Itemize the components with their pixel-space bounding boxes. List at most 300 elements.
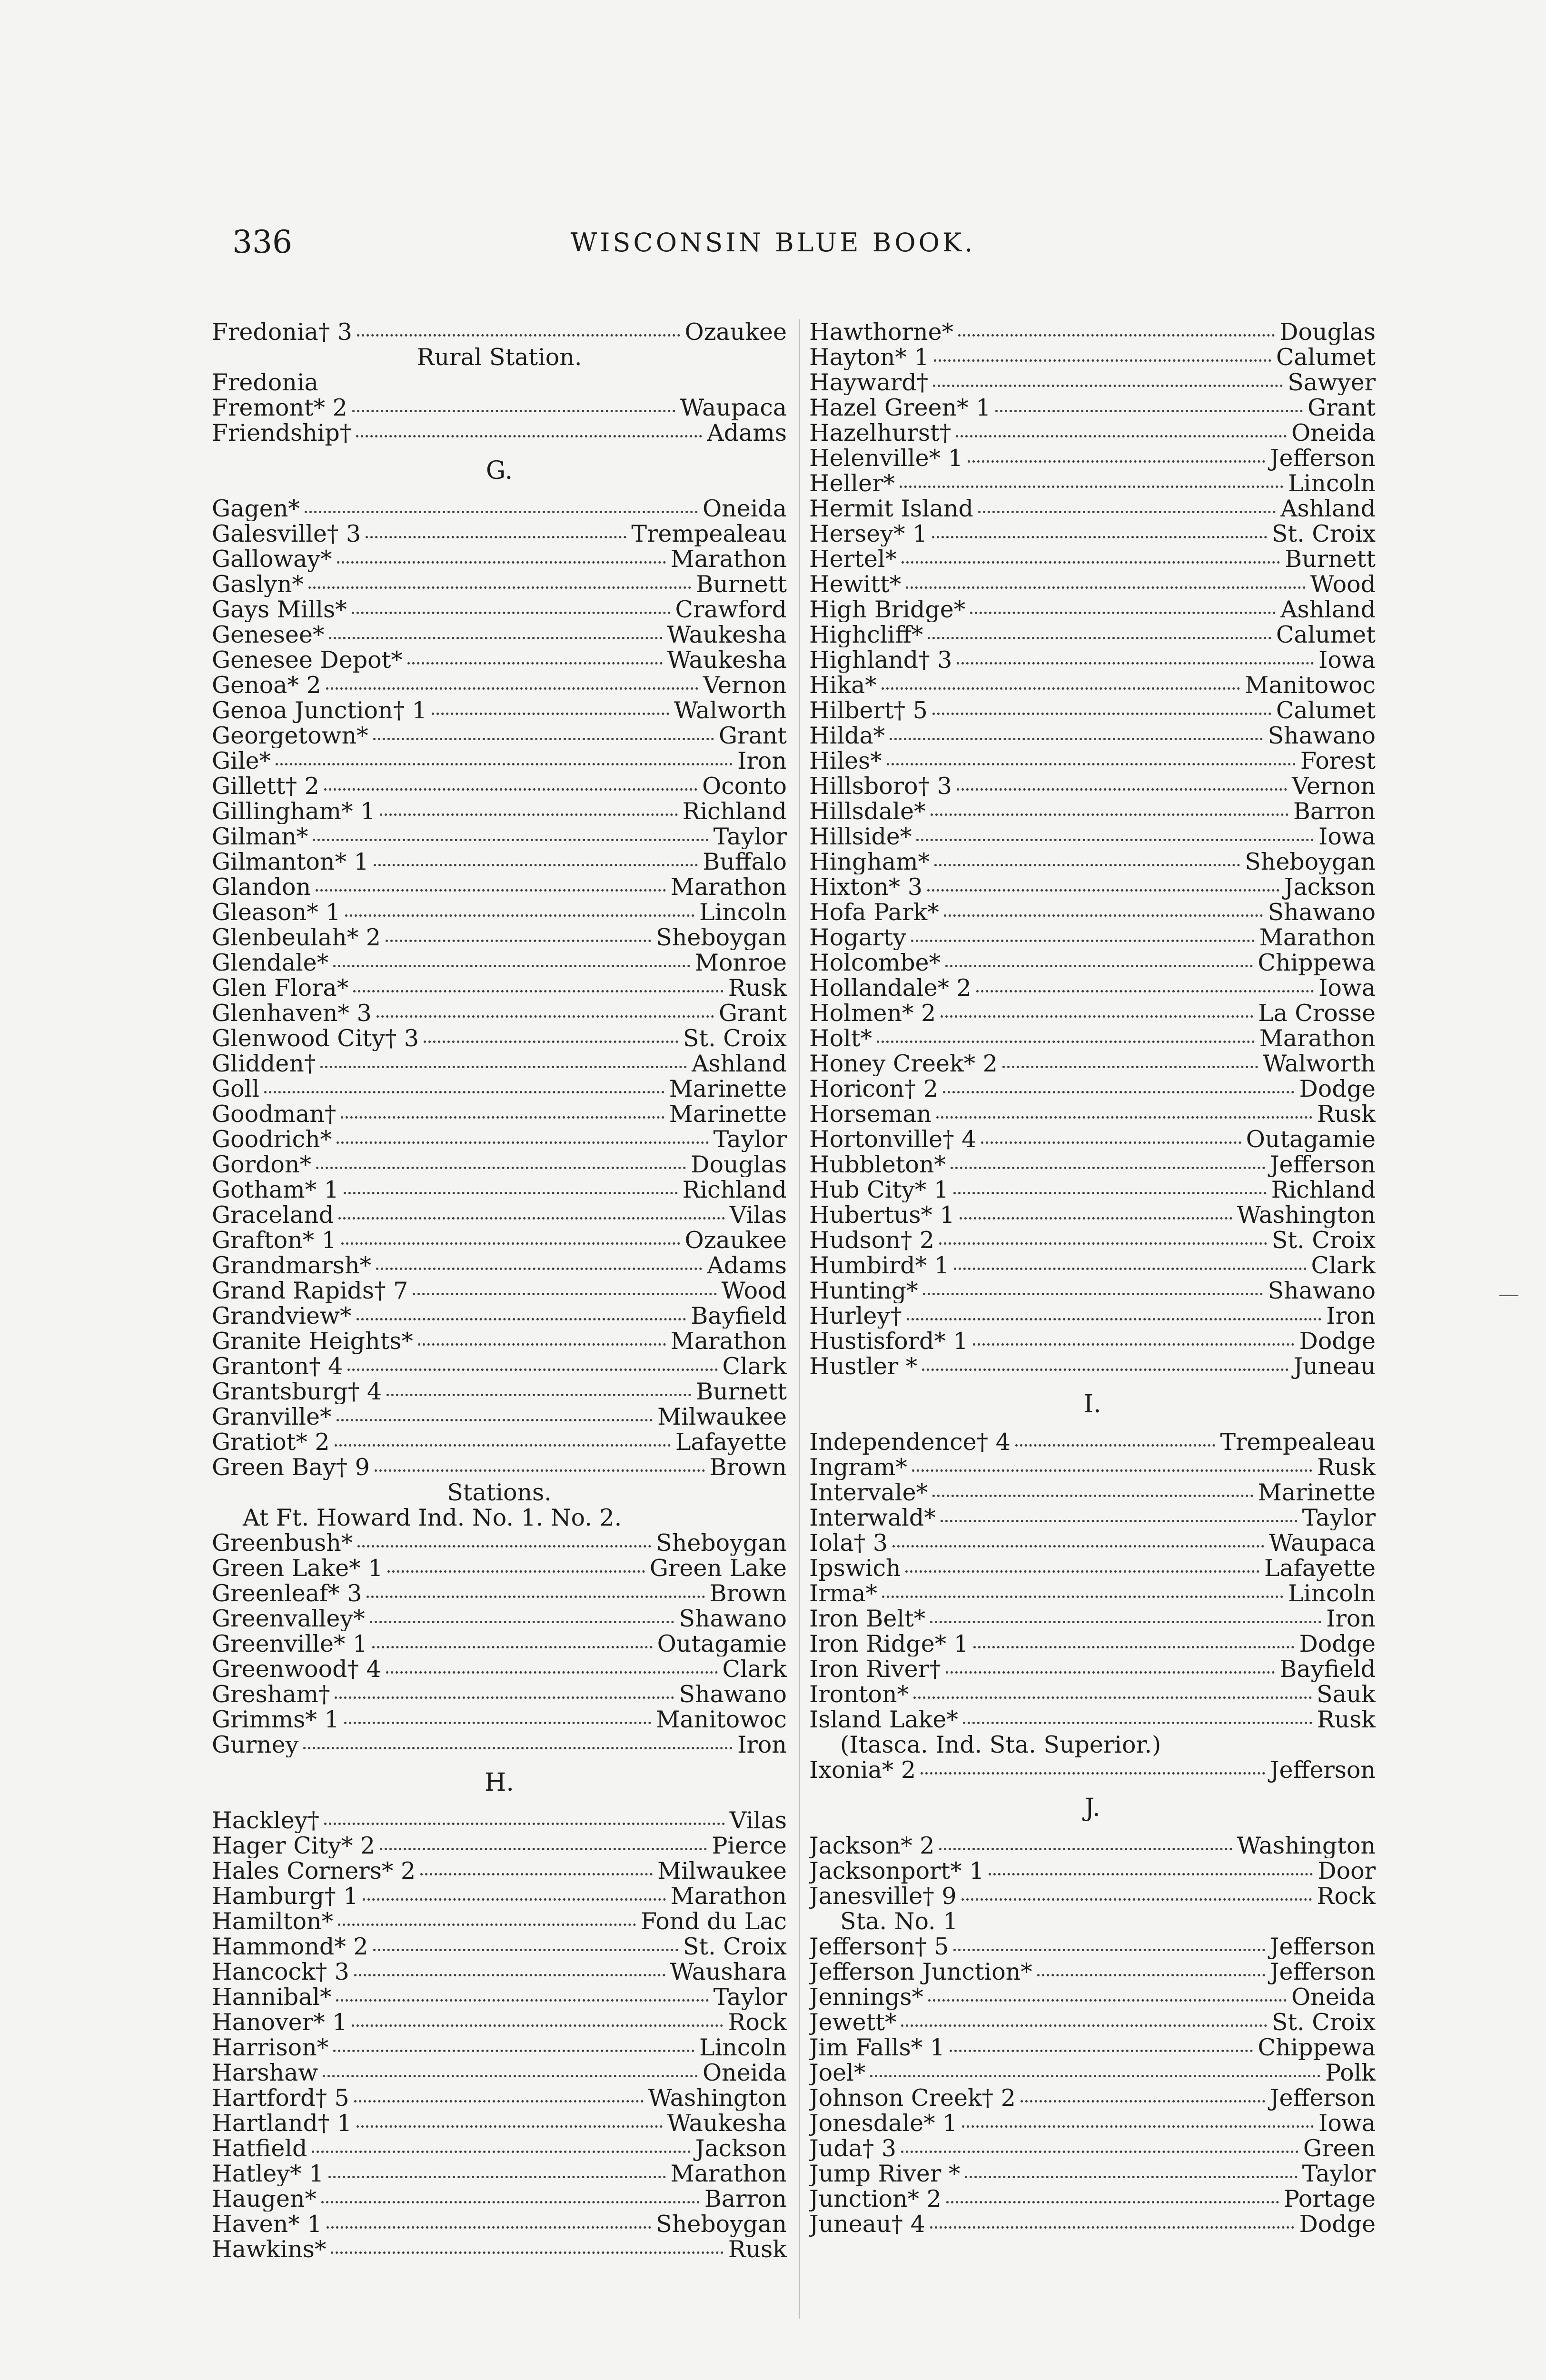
dot-leader — [901, 2144, 1298, 2153]
county-name: Waukesha — [667, 622, 787, 647]
post-office-entry — [212, 1152, 787, 1177]
post-office-entry — [809, 1656, 1376, 1682]
post-office-entry — [809, 723, 1376, 748]
section-letter-heading: J. — [1084, 1794, 1100, 1822]
county-name: Jackson — [1284, 874, 1376, 900]
post-office-entry — [809, 1177, 1376, 1202]
post-office-name: Hazelhurst† — [809, 420, 951, 446]
dot-leader — [892, 1538, 1264, 1547]
county-name: Calumet — [1276, 622, 1376, 647]
post-office-entry — [809, 2035, 1376, 2060]
post-office-entry — [809, 748, 1376, 774]
post-office-name: Harrison* — [212, 2035, 329, 2060]
post-office-name: Gleason* 1 — [212, 900, 341, 925]
post-office-name: Hazel Green* 1 — [809, 395, 991, 420]
dot-leader — [911, 933, 1255, 942]
page-header — [0, 224, 1546, 262]
county-name: Rock — [1317, 1884, 1376, 1909]
county-name: Sawyer — [1288, 370, 1376, 395]
post-office-entry — [212, 647, 787, 673]
post-office-name: Holt* — [809, 1026, 872, 1051]
post-office-entry — [212, 2237, 787, 2262]
post-office-entry — [212, 1808, 787, 1833]
post-office-name: Gillingham* 1 — [212, 799, 376, 824]
dot-leader — [335, 1690, 674, 1699]
post-office-entry — [809, 2111, 1376, 2136]
dot-leader — [957, 655, 1314, 664]
dot-leader — [928, 1993, 1287, 2002]
dot-leader — [337, 1412, 653, 1421]
county-name: Waupaca — [1269, 1530, 1376, 1556]
dot-leader — [336, 1993, 708, 2002]
left-column — [212, 319, 787, 2262]
dot-leader — [420, 1866, 653, 1875]
dot-leader — [373, 1942, 678, 1951]
post-office-entry — [809, 1278, 1376, 1303]
dot-leader — [890, 731, 1263, 740]
dot-leader — [927, 883, 1279, 892]
post-office-name: Juneau† 4 — [809, 2211, 925, 2237]
post-office-entry — [212, 546, 787, 572]
county-name: Polk — [1325, 2060, 1376, 2085]
county-name: Marinette — [669, 1076, 787, 1101]
county-name: Richland — [682, 1177, 787, 1202]
post-office-name: Gratiot* 2 — [212, 1429, 330, 1455]
dot-leader — [1002, 1059, 1258, 1068]
post-office-name: Granton† 4 — [212, 1354, 343, 1379]
post-office-entry — [212, 2035, 787, 2060]
dot-leader — [380, 807, 677, 816]
dot-leader — [946, 2194, 1279, 2203]
county-name: Forest — [1300, 748, 1376, 774]
dot-leader — [907, 1311, 1322, 1320]
county-name: Marathon — [670, 874, 787, 900]
county-name: Ashland — [692, 1051, 787, 1076]
section-letter-heading: I. — [1083, 1390, 1101, 1418]
entry-note: Stations. — [447, 1479, 552, 1506]
post-office-entry — [809, 597, 1376, 622]
post-office-name: Green Lake* 1 — [212, 1556, 383, 1581]
post-office-entry — [809, 420, 1376, 446]
post-office-name: Genesee* — [212, 622, 325, 647]
dot-leader — [932, 529, 1267, 538]
post-office-name: High Bridge* — [809, 597, 966, 622]
post-office-entry — [809, 1228, 1376, 1253]
dot-leader — [335, 1438, 671, 1447]
county-name: Bayfield — [691, 1303, 787, 1329]
post-office-name: Hillside* — [809, 824, 912, 849]
post-office-name: Greenwood† 4 — [212, 1656, 381, 1682]
post-office-entry — [809, 395, 1376, 420]
post-office-entry — [212, 622, 787, 647]
dot-leader — [347, 1362, 717, 1371]
post-office-name: Jacksonport* 1 — [809, 1858, 984, 1884]
post-office-name: Grantsburg† 4 — [212, 1379, 382, 1404]
county-name: Dodge — [1299, 2211, 1376, 2237]
post-office-name: Janesville† 9 — [809, 1884, 957, 1909]
post-office-entry — [809, 1253, 1376, 1278]
county-name: Clark — [1311, 1253, 1376, 1278]
county-name: Iron — [1326, 1606, 1376, 1631]
dot-leader — [954, 1261, 1307, 1270]
post-office-name: Ipswich — [809, 1556, 901, 1581]
dot-leader — [357, 1538, 651, 1547]
post-office-entry — [809, 2060, 1376, 2085]
post-office-entry — [809, 1858, 1376, 1884]
dot-leader — [939, 1841, 1232, 1850]
post-office-entry — [212, 496, 787, 521]
county-name: Waupaca — [680, 395, 787, 420]
post-office-name: Hillsboro† 3 — [809, 774, 952, 799]
post-office-entry — [809, 1934, 1376, 1959]
dot-leader — [923, 1286, 1263, 1295]
county-name: Waukesha — [667, 2111, 787, 2136]
post-office-name: Irma* — [809, 1581, 877, 1606]
county-name: Shawano — [1268, 900, 1376, 925]
county-name: Oconto — [702, 774, 787, 799]
county-name: Milwaukee — [657, 1404, 787, 1429]
county-name: Iron — [1326, 1303, 1376, 1329]
dot-leader — [930, 2220, 1295, 2229]
post-office-name: Greenville* 1 — [212, 1631, 368, 1656]
post-office-name: Island Lake* — [809, 1707, 958, 1732]
county-name: Door — [1318, 1858, 1376, 1884]
post-office-name: Harshaw — [212, 2060, 318, 2085]
post-office-entry — [809, 1329, 1376, 1354]
post-office-name: Jennings* — [809, 1984, 923, 2010]
post-office-entry — [809, 2136, 1376, 2161]
county-name: Douglas — [691, 1152, 787, 1177]
post-office-entry — [809, 1051, 1376, 1076]
county-name: Jefferson — [1269, 2085, 1376, 2111]
post-office-entry — [212, 1404, 787, 1429]
dot-leader — [316, 1160, 686, 1169]
post-office-entry — [212, 1354, 787, 1379]
post-office-name: Hillsdale* — [809, 799, 926, 824]
post-office-entry — [809, 1682, 1376, 1707]
dot-leader — [312, 2144, 690, 2153]
dot-leader — [320, 1059, 687, 1068]
county-name: Iowa — [1318, 647, 1376, 673]
county-name: Jackson — [695, 2136, 787, 2161]
post-office-name: Hingham* — [809, 849, 930, 874]
dot-leader — [357, 2119, 662, 2128]
dot-leader — [900, 479, 1283, 488]
entry-note: Fredonia — [212, 369, 318, 396]
post-office-name: Hewitt* — [809, 572, 902, 597]
dot-leader — [941, 1513, 1298, 1522]
dot-leader — [344, 1185, 678, 1194]
dot-leader — [264, 1084, 664, 1093]
post-office-name: Hilda* — [809, 723, 885, 748]
post-office-entry — [809, 1581, 1376, 1606]
county-name: Lincoln — [1288, 1581, 1376, 1606]
dot-leader — [941, 1009, 1253, 1018]
post-office-entry — [212, 950, 787, 975]
post-office-name: Hurley† — [809, 1303, 902, 1329]
county-name: Calumet — [1276, 698, 1376, 723]
post-office-entry — [809, 799, 1376, 824]
dot-leader — [337, 1135, 709, 1144]
county-name: Vilas — [729, 1808, 787, 1833]
county-name: Rusk — [728, 2237, 787, 2262]
post-office-entry — [809, 319, 1376, 345]
post-office-entry — [212, 1101, 787, 1127]
post-office-entry — [212, 698, 787, 723]
post-office-name: Hawthorne* — [809, 319, 954, 345]
county-name: Iron — [737, 748, 787, 774]
post-office-name: Gile* — [212, 748, 271, 774]
county-name: Clark — [722, 1656, 787, 1682]
county-name: Iron — [737, 1732, 787, 1757]
post-office-entry — [809, 521, 1376, 546]
post-office-name: Hofa Park* — [809, 900, 939, 925]
post-office-entry — [212, 1530, 787, 1556]
post-office-entry — [212, 1656, 787, 1682]
county-name: Lincoln — [699, 900, 787, 925]
county-name: Shawano — [1268, 1278, 1376, 1303]
county-name: Sauk — [1316, 1682, 1376, 1707]
post-office-name: Hager City* 2 — [212, 1833, 376, 1858]
post-office-name: Glenwood City† 3 — [212, 1026, 419, 1051]
dot-leader — [901, 2018, 1267, 2027]
post-office-name: Grand Rapids† 7 — [212, 1278, 408, 1303]
dot-leader — [1037, 1967, 1265, 1976]
post-office-name: Goodrich* — [212, 1127, 332, 1152]
county-name: Marinette — [669, 1101, 787, 1127]
county-name: Bayfield — [1279, 1656, 1376, 1682]
dot-leader — [950, 2043, 1253, 2052]
county-name: Wood — [721, 1278, 787, 1303]
post-office-entry — [212, 1858, 787, 1884]
post-office-entry — [809, 950, 1376, 975]
county-name: Rock — [728, 2010, 787, 2035]
county-name: La Crosse — [1258, 1001, 1376, 1026]
dot-leader — [976, 983, 1314, 992]
post-office-entry — [212, 597, 787, 622]
post-office-entry — [809, 1001, 1376, 1026]
post-office-entry — [212, 748, 787, 774]
dot-leader — [341, 1236, 680, 1245]
post-office-name: Greenbush* — [212, 1530, 353, 1556]
post-office-entry — [809, 1455, 1376, 1480]
dot-leader — [951, 1160, 1265, 1169]
post-office-entry — [809, 824, 1376, 849]
dot-leader — [327, 2220, 651, 2229]
post-office-entry — [212, 1228, 787, 1253]
post-office-name: Holmen* 2 — [809, 1001, 936, 1026]
right-column — [809, 319, 1376, 2237]
dot-leader — [305, 504, 698, 513]
post-office-entry — [212, 1707, 787, 1732]
post-office-entry — [212, 2136, 787, 2161]
dot-leader — [377, 1009, 714, 1018]
post-office-entry — [212, 1001, 787, 1026]
dot-leader — [363, 1892, 665, 1901]
post-office-name: Granville* — [212, 1404, 332, 1429]
post-office-entry — [212, 774, 787, 799]
county-name: Lincoln — [1288, 471, 1376, 496]
dot-leader — [943, 1084, 1294, 1093]
post-office-entry — [809, 496, 1376, 521]
dot-leader — [316, 883, 666, 892]
dot-leader — [945, 958, 1253, 967]
dot-leader — [953, 1185, 1267, 1194]
post-office-entry — [212, 1303, 787, 1329]
dot-leader — [323, 2068, 698, 2077]
post-office-entry — [809, 698, 1376, 723]
post-office-name: Hubertus* 1 — [809, 1202, 955, 1228]
county-name: Clark — [722, 1354, 787, 1379]
dot-leader — [344, 1715, 652, 1724]
county-name: Burnett — [1285, 546, 1376, 572]
post-office-name: Graceland — [212, 1202, 334, 1228]
dot-leader — [902, 555, 1280, 564]
post-office-name: Hollandale* 2 — [809, 975, 971, 1001]
post-office-name: Grafton* 1 — [212, 1228, 337, 1253]
post-office-name: Gilman* — [212, 824, 308, 849]
dot-leader — [326, 681, 698, 690]
dot-leader — [345, 908, 694, 917]
post-office-name: Hartland† 1 — [212, 2111, 352, 2136]
county-name: Marathon — [670, 1884, 787, 1909]
county-name: Marathon — [1259, 1026, 1376, 1051]
dot-leader — [958, 327, 1275, 337]
post-office-name: Gurney — [212, 1732, 299, 1757]
post-office-name: Green Bay† 9 — [212, 1455, 370, 1480]
county-name: Richland — [682, 799, 787, 824]
county-name: Adams — [707, 420, 787, 446]
county-name: Trempealeau — [1220, 1429, 1376, 1455]
page-number: 336 — [232, 224, 292, 260]
dot-leader — [933, 378, 1283, 387]
post-office-name: Iron Ridge* 1 — [809, 1631, 969, 1656]
dot-leader — [963, 1715, 1312, 1724]
county-name: Juneau — [1293, 1354, 1376, 1379]
dot-leader — [366, 529, 626, 538]
post-office-entry — [809, 1606, 1376, 1631]
dot-leader — [333, 2043, 694, 2052]
post-office-entry — [212, 799, 787, 824]
post-office-name: Glidden† — [212, 1051, 316, 1076]
post-office-entry — [212, 723, 787, 748]
county-name: Chippewa — [1258, 950, 1376, 975]
post-office-entry — [212, 673, 787, 698]
dot-leader — [329, 630, 662, 639]
post-office-name: Hamburg† 1 — [212, 1884, 358, 1909]
dot-leader — [413, 1286, 716, 1295]
county-name: Barron — [704, 2186, 787, 2211]
post-office-name: Galesville† 3 — [212, 521, 361, 546]
post-office-name: Interwald* — [809, 1505, 936, 1530]
county-name: Oneida — [703, 496, 787, 521]
post-office-entry — [212, 1177, 787, 1202]
dot-leader — [352, 605, 671, 614]
dot-leader — [353, 983, 723, 992]
post-office-name: Grandview* — [212, 1303, 352, 1329]
dot-leader — [424, 1034, 678, 1043]
county-name: Taylor — [713, 1984, 787, 2010]
post-office-name: Jackson* 2 — [809, 1833, 935, 1858]
county-name: Iowa — [1318, 824, 1376, 849]
post-office-entry — [809, 1631, 1376, 1656]
county-name: Portage — [1283, 2186, 1376, 2211]
dot-leader — [338, 1210, 725, 1220]
post-office-name: Independence† 4 — [809, 1429, 1011, 1455]
post-office-entry — [212, 1026, 787, 1051]
post-office-name: Hogarty — [809, 925, 906, 950]
post-office-entry — [212, 1682, 787, 1707]
post-office-entry — [809, 546, 1376, 572]
post-office-entry — [212, 395, 787, 420]
county-name: Jefferson — [1269, 1757, 1376, 1783]
post-office-entry — [212, 319, 787, 345]
county-name: Jefferson — [1269, 1934, 1376, 1959]
post-office-entry — [212, 2161, 787, 2186]
county-name: Burnett — [696, 572, 787, 597]
county-name: Monroe — [694, 950, 787, 975]
dot-leader — [932, 1488, 1253, 1497]
running-title: WISCONSIN BLUE BOOK. — [570, 228, 976, 258]
post-office-name: Goodman† — [212, 1101, 337, 1127]
county-name: Walworth — [1262, 1051, 1376, 1076]
post-office-name: Hayward† — [809, 370, 929, 395]
county-name: Wood — [1310, 572, 1376, 597]
post-office-name: Gilmanton* 1 — [212, 849, 369, 874]
post-office-name: Goll — [212, 1076, 259, 1101]
county-name: St. Croix — [1271, 521, 1376, 546]
entry-note: At Ft. Howard Ind. No. 1. No. 2. — [243, 1504, 622, 1531]
dot-leader — [870, 2068, 1320, 2077]
post-office-name: Hayton* 1 — [809, 345, 929, 370]
post-office-name: Iron Belt* — [809, 1606, 926, 1631]
dot-leader — [968, 454, 1265, 463]
county-name: Marathon — [670, 1329, 787, 1354]
dot-leader — [1021, 2093, 1265, 2102]
dot-leader — [981, 1135, 1241, 1144]
post-office-name: Hub City* 1 — [809, 1177, 949, 1202]
county-name: Marinette — [1258, 1480, 1376, 1505]
county-name: Green — [1303, 2136, 1376, 2161]
post-office-entry — [809, 925, 1376, 950]
county-name: Douglas — [1279, 319, 1376, 345]
post-office-name: Hortonville† 4 — [809, 1127, 977, 1152]
dot-leader — [328, 2169, 665, 2178]
county-name: Richland — [1271, 1177, 1376, 1202]
dot-leader — [946, 1665, 1275, 1674]
post-office-entry — [809, 1757, 1376, 1783]
post-office-entry — [212, 1934, 787, 1959]
dot-leader — [887, 756, 1296, 765]
county-name: St. Croix — [683, 1934, 787, 1959]
post-office-name: Johnson Creek† 2 — [809, 2085, 1016, 2111]
post-office-entry — [212, 900, 787, 925]
post-office-name: Humbird* 1 — [809, 1253, 949, 1278]
post-office-entry — [809, 1480, 1376, 1505]
dot-leader — [354, 2093, 644, 2102]
post-office-name: Gagen* — [212, 496, 300, 521]
county-name: Burnett — [696, 1379, 787, 1404]
dot-leader — [372, 1639, 653, 1648]
county-name: Grant — [718, 723, 787, 748]
dot-leader — [352, 2018, 723, 2027]
dot-leader — [418, 1337, 666, 1346]
post-office-entry — [212, 2010, 787, 2035]
dot-leader — [432, 706, 669, 715]
dot-leader — [905, 1564, 1259, 1573]
county-name: Marathon — [670, 2161, 787, 2186]
county-name: Iowa — [1318, 2111, 1376, 2136]
